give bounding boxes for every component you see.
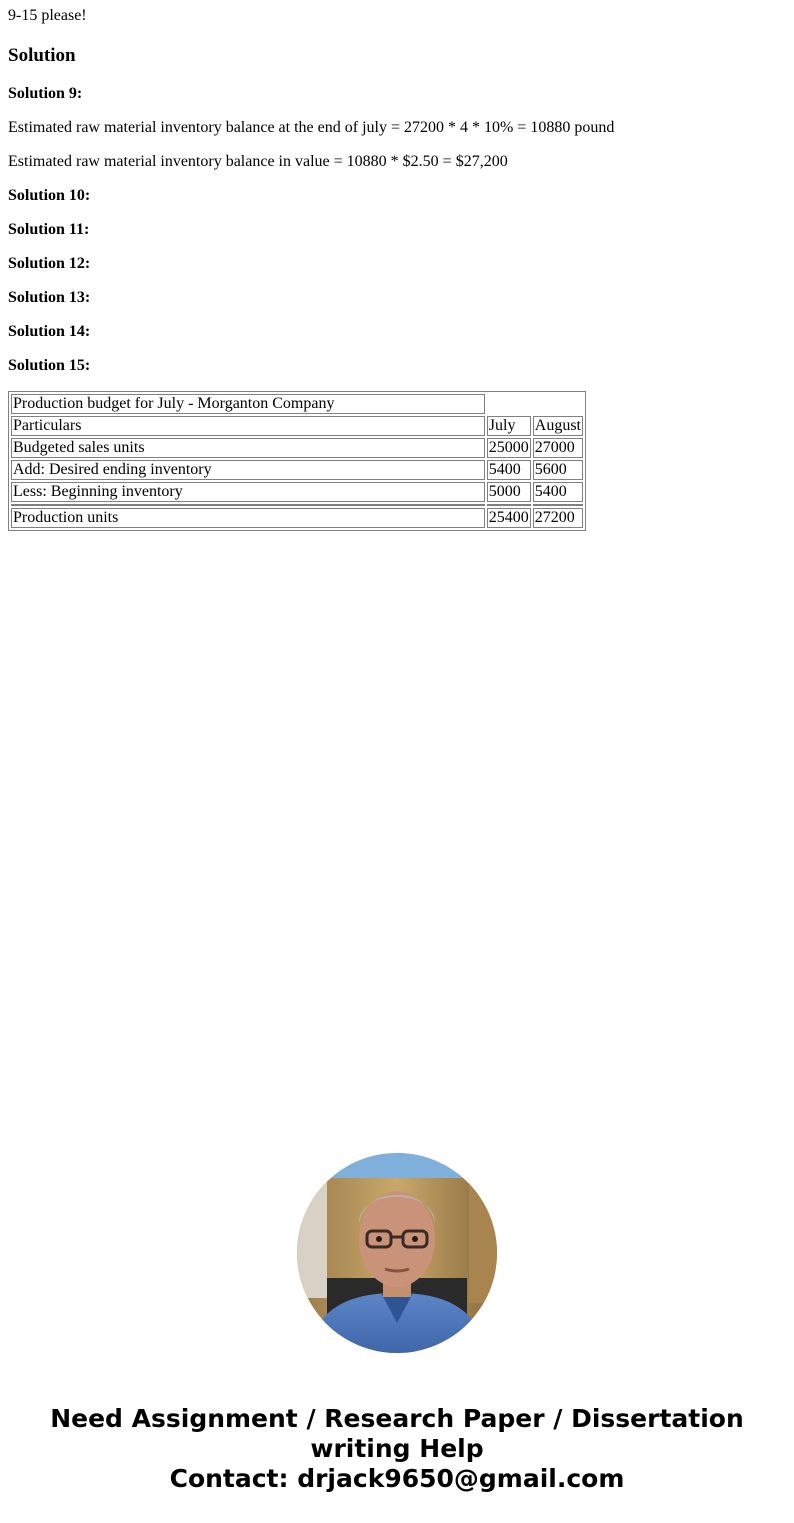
- solution-12-label: Solution 12:: [8, 255, 91, 272]
- table-row: [11, 460, 583, 480]
- row-august-value: 27000: [533, 438, 583, 458]
- total-label: Production units: [11, 508, 485, 528]
- solution-9-label: Solution 9:: [8, 85, 83, 102]
- solution-10-label: Solution 10:: [8, 187, 91, 204]
- row-label: Add: Desired ending inventory: [11, 460, 485, 480]
- promo-line-2: writing Help: [310, 1434, 484, 1463]
- solution-9-line-1: Estimated raw material inventory balance at the end of july = 27200 * 4 * 10% = 10880 pound: [8, 119, 615, 136]
- row-july-value: 25000: [488, 439, 529, 456]
- table-title-row: [11, 394, 583, 414]
- table-separator-row: [11, 504, 583, 506]
- row-label: Less: Beginning inventory: [11, 482, 485, 502]
- table-title: Production budget for July - Morganton Company: [11, 394, 485, 414]
- row-august-value: 5600: [533, 460, 583, 480]
- row-july-value: 5000: [487, 482, 531, 502]
- table-header-row: [11, 416, 583, 436]
- production-budget-table: [8, 391, 586, 531]
- total-august-value: 27200: [533, 508, 583, 528]
- header-particulars: Particulars: [11, 416, 485, 436]
- promo-footer: [0, 1404, 794, 1494]
- solution-11-label: Solution 11:: [8, 221, 90, 238]
- promo-line-1: Need Assignment / Research Paper / Dissertation: [50, 1404, 744, 1433]
- author-avatar: [297, 1153, 497, 1353]
- table-row: [11, 482, 583, 502]
- row-august-value: 5400: [533, 482, 583, 502]
- row-july-value: 5400: [487, 460, 531, 480]
- solution-9-line-2: Estimated raw material inventory balance in value = 10880 * $2.50 = $27,200: [8, 153, 508, 170]
- table-total-row: [11, 508, 583, 528]
- solution-15-label: Solution 15:: [8, 357, 91, 374]
- header-july: July: [487, 416, 531, 436]
- header-august: August: [534, 417, 581, 434]
- row-label: Budgeted sales units: [11, 438, 485, 458]
- solution-heading: Solution: [8, 45, 76, 66]
- intro-text: 9-15 please!: [8, 7, 87, 24]
- promo-contact: Contact: drjack9650@gmail.com: [169, 1464, 625, 1493]
- solution-14-label: Solution 14:: [8, 323, 91, 340]
- table-row: [11, 438, 583, 458]
- total-july-value: 25400: [488, 509, 529, 526]
- solution-13-label: Solution 13:: [8, 289, 91, 306]
- author-photo-illustration: [297, 1153, 497, 1353]
